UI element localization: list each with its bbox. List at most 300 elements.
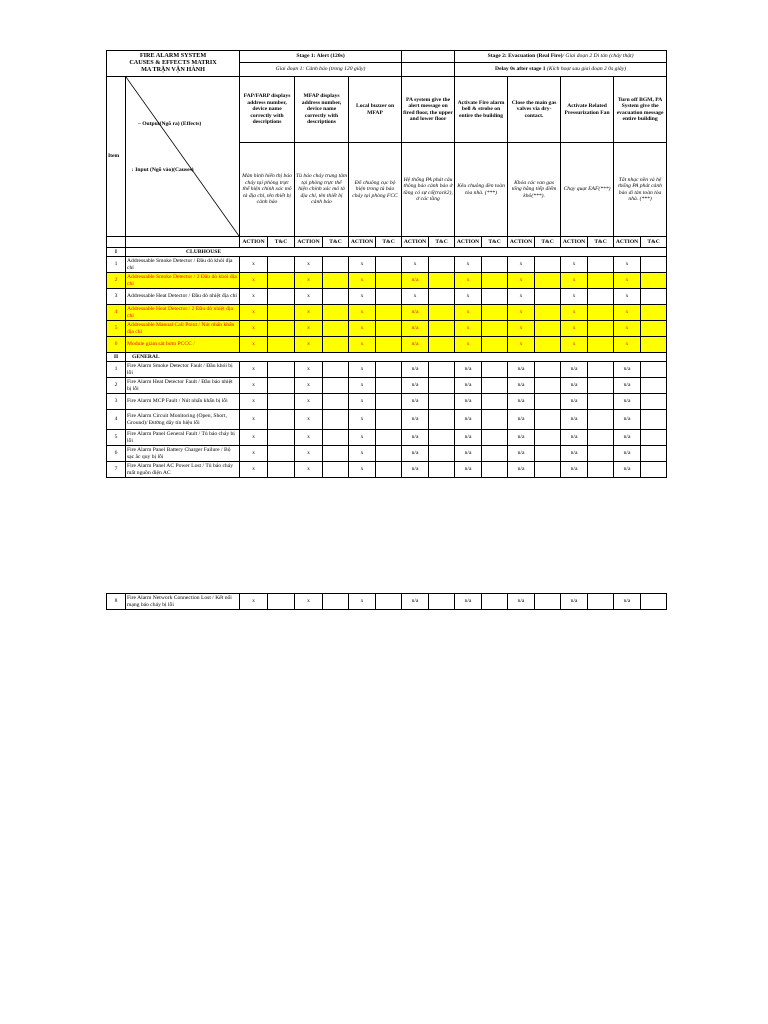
action-cell: x (349, 446, 376, 462)
row-number: 8 (107, 594, 126, 610)
section-row (107, 248, 667, 257)
cause-description: Fire Alarm Network Connection Lost / Kết nối mạng báo cháy bị lỗi (126, 594, 240, 610)
tc-cell (429, 410, 455, 430)
tc-cell (268, 594, 295, 610)
tc-cell (535, 446, 561, 462)
cause-effect-matrix (106, 50, 667, 478)
action-cell: x (295, 410, 323, 430)
row-number: 3 (107, 394, 126, 410)
action-cell: n/a (402, 378, 429, 394)
cause-description (126, 446, 240, 462)
tc-cell (482, 594, 508, 610)
action-cell: x (349, 594, 376, 610)
tc-cell (482, 289, 508, 305)
action-cell: x (614, 321, 641, 337)
tc-cell (429, 362, 455, 378)
row-number: 4 (107, 410, 126, 430)
action-cell: x (561, 289, 588, 305)
action-cell: x (240, 257, 268, 273)
row-number: 3 (107, 289, 126, 305)
output-label: – Output(Ngõ ra) (Effects) (138, 121, 202, 127)
action-cell: x (349, 289, 376, 305)
tc-cell (429, 446, 455, 462)
tc-cell (376, 305, 402, 321)
action-cell: n/a (561, 362, 588, 378)
action-cell: n/a (455, 594, 482, 610)
tc-cell (588, 410, 614, 430)
action-cell: x (455, 305, 482, 321)
action-cell: x (402, 257, 429, 273)
action-cell: n/a (508, 410, 535, 430)
action-cell: x (295, 394, 323, 410)
tc-cell (376, 410, 402, 430)
tc-cell (268, 362, 295, 378)
table-row (107, 337, 667, 353)
continued-row-table (106, 593, 667, 610)
tc-cell (376, 362, 402, 378)
tc-cell (641, 362, 667, 378)
stage2-label-vi: / Giai đoạn 2 Di tản (cháy thật) (562, 53, 634, 60)
action-cell: n/a (508, 446, 535, 462)
cause-text: Addressable Heat Detector / 2 Đầu dò nhiệt địa chỉ (127, 306, 233, 319)
tc-cell (323, 362, 349, 378)
action-cell: x (561, 337, 588, 353)
action-cell: x (295, 305, 323, 321)
action-cell: n/a (402, 430, 429, 446)
action-cell: n/a (614, 362, 641, 378)
action-cell: x (349, 362, 376, 378)
tc-cell (429, 257, 455, 273)
tc-cell (535, 337, 561, 353)
row-number: 2 (107, 273, 126, 289)
tc-cell (376, 273, 402, 289)
tc-cell (641, 289, 667, 305)
tc-subheader: T&C (482, 237, 508, 248)
cause-text: Addressable Smoke Detector / 2 Đầu dò khói địa chỉ (127, 274, 237, 287)
stage1-subheader: Giai đoạn 1: Cảnh báo (trong 120 giây) (240, 63, 402, 77)
action-cell: x (240, 594, 268, 610)
stage1-header: Stage 1: Alert (120s) (240, 51, 402, 63)
tc-cell (535, 273, 561, 289)
tc-cell (323, 305, 349, 321)
action-cell: n/a (402, 446, 429, 462)
cause-description (126, 410, 240, 430)
action-cell: x (240, 273, 268, 289)
action-cell: n/a (402, 337, 429, 353)
tc-cell (376, 289, 402, 305)
cause-text: Addressable Manual Call Point / Nút nhấn khẩn địa chỉ (127, 322, 235, 335)
tc-cell (641, 305, 667, 321)
tc-cell (323, 337, 349, 353)
cause-description (126, 337, 240, 353)
table-row (107, 394, 667, 410)
tc-cell (268, 337, 295, 353)
action-cell: x (455, 321, 482, 337)
action-cell: n/a (614, 410, 641, 430)
action-cell: n/a (402, 273, 429, 289)
tc-cell (641, 594, 667, 610)
action-subheader: ACTION (349, 237, 376, 248)
action-cell: n/a (561, 430, 588, 446)
tc-cell (482, 337, 508, 353)
effect-description-vi-4: Hệ thống PA phát câu thông báo cảnh báo ở tầng có sự cố(track2), ở các tầng (402, 143, 455, 237)
diagonal-line (126, 77, 239, 236)
action-cell: n/a (614, 462, 641, 478)
action-cell: n/a (614, 430, 641, 446)
row-number: 5 (107, 321, 126, 337)
tc-cell (482, 305, 508, 321)
cause-description (126, 462, 240, 478)
cause-description (126, 430, 240, 446)
cause-description (126, 362, 240, 378)
action-cell: n/a (455, 362, 482, 378)
action-cell: n/a (455, 462, 482, 478)
action-cell: x (295, 362, 323, 378)
delay-label-vi: (Kích hoạt sau giai đoạn 2 0s giây) (545, 66, 627, 73)
subcol-blank-2 (126, 237, 240, 248)
header-gap (402, 51, 455, 63)
section-title: GENERAL (126, 353, 667, 362)
action-cell: n/a (508, 594, 535, 610)
action-cell: x (240, 362, 268, 378)
tc-subheader: T&C (535, 237, 561, 248)
section-number: II (107, 353, 126, 362)
row-number: 5 (107, 430, 126, 446)
action-cell: x (295, 462, 323, 478)
tc-subheader: T&C (641, 237, 667, 248)
action-cell: x (295, 378, 323, 394)
tc-cell (429, 378, 455, 394)
action-cell: x (614, 273, 641, 289)
row-number: 4 (107, 305, 126, 321)
action-cell: x (508, 305, 535, 321)
table-row (107, 257, 667, 273)
row-number: 1 (107, 362, 126, 378)
action-cell: x (240, 430, 268, 446)
tc-cell (482, 462, 508, 478)
tc-cell (641, 410, 667, 430)
tc-cell (535, 394, 561, 410)
action-cell: x (508, 321, 535, 337)
tc-cell (268, 289, 295, 305)
tc-cell (641, 446, 667, 462)
tc-cell (323, 289, 349, 305)
cause-description (126, 305, 240, 321)
action-cell: x (561, 273, 588, 289)
cause-text: Fire Alarm Panel General Fault / Tủ báo cháy bị lỗi (127, 431, 235, 444)
effect-header-4: PA system give the alert message on fired floor, the upper and lower floor (402, 77, 455, 143)
item-header: Item (107, 77, 126, 237)
action-cell: n/a (561, 378, 588, 394)
tc-cell (429, 430, 455, 446)
action-cell: x (295, 257, 323, 273)
tc-cell (429, 594, 455, 610)
cause-text: Fire Alarm Panel Battery Charger Failure / Bộ sạc ắc quy bị lỗi (127, 447, 231, 460)
tc-cell (323, 594, 349, 610)
cause-description (126, 321, 240, 337)
row-number: 2 (107, 378, 126, 394)
tc-cell (268, 394, 295, 410)
action-subheader: ACTION (508, 237, 535, 248)
cause-text: Fire Alarm Panel AC Power Lost / Tủ báo cháy mất nguồn điện AC (127, 463, 234, 476)
tc-cell (588, 289, 614, 305)
tc-cell (535, 257, 561, 273)
action-cell: x (240, 446, 268, 462)
tc-cell (535, 430, 561, 446)
row-number: 7 (107, 462, 126, 478)
action-cell: x (240, 321, 268, 337)
action-cell: x (349, 462, 376, 478)
tc-cell (429, 273, 455, 289)
subcol-blank-1 (107, 237, 126, 248)
section-title: CLUBHOUSE (126, 248, 667, 257)
section-number: I (107, 248, 126, 257)
cause-text: Fire Alarm Circuit Monitoring (Open, Short, Ground)/ Đường dây tín hiệu lỗi (127, 413, 227, 426)
tc-cell (535, 305, 561, 321)
table-row (107, 378, 667, 394)
input-label-text: Input (Ngõ vào)(Causes) (135, 167, 194, 173)
action-cell: x (349, 410, 376, 430)
tc-cell (535, 594, 561, 610)
tc-cell (376, 394, 402, 410)
stage2-header (455, 51, 667, 63)
tc-cell (588, 337, 614, 353)
tc-cell (268, 378, 295, 394)
tc-cell (535, 362, 561, 378)
action-cell: x (295, 289, 323, 305)
tc-cell (535, 378, 561, 394)
tc-cell (588, 362, 614, 378)
action-cell: x (349, 394, 376, 410)
tc-cell (588, 257, 614, 273)
tc-cell (376, 321, 402, 337)
tc-cell (588, 273, 614, 289)
tc-cell (268, 446, 295, 462)
action-subheader: ACTION (561, 237, 588, 248)
effect-header-6: Close the main gas valves via dry- contact. (508, 77, 561, 143)
tc-cell (535, 462, 561, 478)
effect-header-7: Activate Related Pressurization Fan (561, 77, 614, 143)
action-cell: n/a (561, 462, 588, 478)
stage2-label: Stage 2: Evacuation (Real Fire) (487, 53, 563, 60)
action-cell: n/a (402, 594, 429, 610)
action-cell: x (349, 273, 376, 289)
tc-cell (323, 410, 349, 430)
action-cell: x (349, 305, 376, 321)
row-number: 6 (107, 337, 126, 353)
tc-cell (535, 410, 561, 430)
tc-cell (641, 273, 667, 289)
action-cell: n/a (402, 362, 429, 378)
tc-cell (268, 305, 295, 321)
table-row (107, 446, 667, 462)
section-row (107, 353, 667, 362)
tc-cell (588, 430, 614, 446)
action-cell: x (295, 273, 323, 289)
effect-header-2: MFAP displays address number, device name correctly with descriptions (295, 77, 349, 143)
action-cell: x (295, 446, 323, 462)
tc-cell (268, 257, 295, 273)
action-subheader: ACTION (614, 237, 641, 248)
tc-cell (535, 321, 561, 337)
action-subheader: ACTION (402, 237, 429, 248)
cause-description (126, 394, 240, 410)
cause-text: Addressable Smoke Detector / Đầu dò khói địa chỉ (127, 258, 233, 271)
input-output-diagonal-cell (126, 77, 240, 237)
cause-text: Fire Alarm MCP Fault / Nút nhấn khẩn bị lỗi (127, 398, 228, 405)
action-cell: x (240, 410, 268, 430)
cause-text: Module giám sát bơm PCCC / (127, 341, 195, 348)
tc-cell (482, 378, 508, 394)
tc-subheader: T&C (376, 237, 402, 248)
tc-cell (376, 594, 402, 610)
action-cell: x (349, 430, 376, 446)
delay-label: Delay 0s after stage 1 (495, 66, 546, 73)
effect-description-vi-6: Khóa các van gas tổng bằng tiếp điểm khô(***). (508, 143, 561, 237)
effect-header-8: Turn off BGM, PA System give the evacuation message entire building (614, 77, 667, 143)
action-cell: n/a (614, 378, 641, 394)
tc-cell (482, 410, 508, 430)
tc-cell (535, 289, 561, 305)
effect-description-vi-3: Đổ chuông cục bộ hiện trong tủ báo cháy tại phòng FCC (349, 143, 402, 237)
tc-cell (323, 378, 349, 394)
matrix-title (107, 51, 240, 77)
cause-text: Addressable Heat Detector / Đầu dò nhiệt địa chỉ (127, 293, 237, 300)
table-row (107, 462, 667, 478)
table-row (107, 289, 667, 305)
tc-cell (641, 378, 667, 394)
tc-cell (588, 321, 614, 337)
effect-description-vi-7: Chạy quạt EAF(***) (561, 143, 614, 237)
tc-subheader: T&C (268, 237, 295, 248)
action-cell: n/a (455, 430, 482, 446)
action-cell: x (402, 289, 429, 305)
action-cell: x (508, 289, 535, 305)
action-cell: x (240, 337, 268, 353)
action-cell: n/a (508, 394, 535, 410)
action-cell: n/a (455, 394, 482, 410)
action-cell: n/a (508, 430, 535, 446)
tc-cell (429, 394, 455, 410)
cause-description (126, 289, 240, 305)
tc-subheader: T&C (588, 237, 614, 248)
action-cell: n/a (402, 321, 429, 337)
table-row (107, 305, 667, 321)
action-cell: n/a (455, 410, 482, 430)
tc-cell (588, 594, 614, 610)
action-cell: x (295, 321, 323, 337)
action-cell: n/a (614, 594, 641, 610)
action-cell: x (614, 305, 641, 321)
action-cell: x (508, 257, 535, 273)
action-cell: x (614, 257, 641, 273)
tc-cell (376, 446, 402, 462)
action-cell: x (240, 289, 268, 305)
delay-header (455, 63, 667, 77)
row-number: 1 (107, 257, 126, 273)
cause-description (126, 257, 240, 273)
tc-cell (268, 430, 295, 446)
tc-cell (641, 337, 667, 353)
table-row (107, 273, 667, 289)
action-cell: x (561, 305, 588, 321)
action-cell: x (455, 289, 482, 305)
action-cell: x (455, 257, 482, 273)
tc-cell (482, 446, 508, 462)
action-cell: x (614, 337, 641, 353)
tc-cell (482, 273, 508, 289)
cause-description (126, 273, 240, 289)
tc-cell (323, 273, 349, 289)
action-cell: x (295, 430, 323, 446)
action-cell: x (508, 273, 535, 289)
tc-cell (482, 321, 508, 337)
tc-subheader: T&C (323, 237, 349, 248)
title-line-2: CAUSES & EFFECTS MATRIX (129, 59, 217, 67)
tc-cell (376, 378, 402, 394)
action-cell: x (561, 321, 588, 337)
tc-cell (482, 257, 508, 273)
action-cell: x (349, 321, 376, 337)
action-cell: n/a (561, 410, 588, 430)
tc-cell (323, 321, 349, 337)
action-cell: n/a (402, 410, 429, 430)
effect-description-vi-5: Kêu chuông đèn toàn tòa nhà. (***) (455, 143, 508, 237)
table-row (107, 362, 667, 378)
action-cell: x (295, 594, 323, 610)
action-cell: n/a (402, 394, 429, 410)
tc-cell (268, 410, 295, 430)
tc-cell (641, 462, 667, 478)
action-cell: x (455, 273, 482, 289)
tc-cell (323, 394, 349, 410)
action-cell: n/a (455, 446, 482, 462)
tc-cell (482, 430, 508, 446)
action-cell: x (240, 378, 268, 394)
action-cell: x (240, 394, 268, 410)
action-cell: n/a (402, 462, 429, 478)
tc-cell (268, 462, 295, 478)
action-cell: x (349, 257, 376, 273)
action-cell: x (508, 337, 535, 353)
effect-header-5: Activate Fire alarm bell & strobe on entire the building (455, 77, 508, 143)
effect-header-1: FAP/FARP displays address number, device name correctly with descriptions (240, 77, 295, 143)
effect-description-vi-1: Màn hình hiển thị báo cháy tại phòng trực thể hiện chính xác mô tả địa chỉ, tên thiết bị cảnh báo (240, 143, 295, 237)
tc-cell (429, 305, 455, 321)
tc-cell (429, 289, 455, 305)
tc-cell (323, 257, 349, 273)
tc-cell (376, 337, 402, 353)
action-cell: x (295, 337, 323, 353)
table-row (107, 430, 667, 446)
tc-cell (323, 446, 349, 462)
title-line-1: FIRE ALARM SYSTEM (139, 52, 207, 60)
action-subheader: ACTION (455, 237, 482, 248)
tc-cell (588, 394, 614, 410)
action-cell: x (561, 257, 588, 273)
action-cell: x (349, 378, 376, 394)
tc-cell (482, 394, 508, 410)
header-gap-2 (402, 63, 455, 77)
action-subheader: ACTION (295, 237, 323, 248)
tc-cell (376, 430, 402, 446)
tc-cell (588, 305, 614, 321)
output-label-text: Output(Ngõ ra) (Effects) (142, 121, 202, 127)
tc-cell (323, 462, 349, 478)
tc-cell (429, 337, 455, 353)
action-cell: n/a (561, 394, 588, 410)
row-number: 6 (107, 446, 126, 462)
